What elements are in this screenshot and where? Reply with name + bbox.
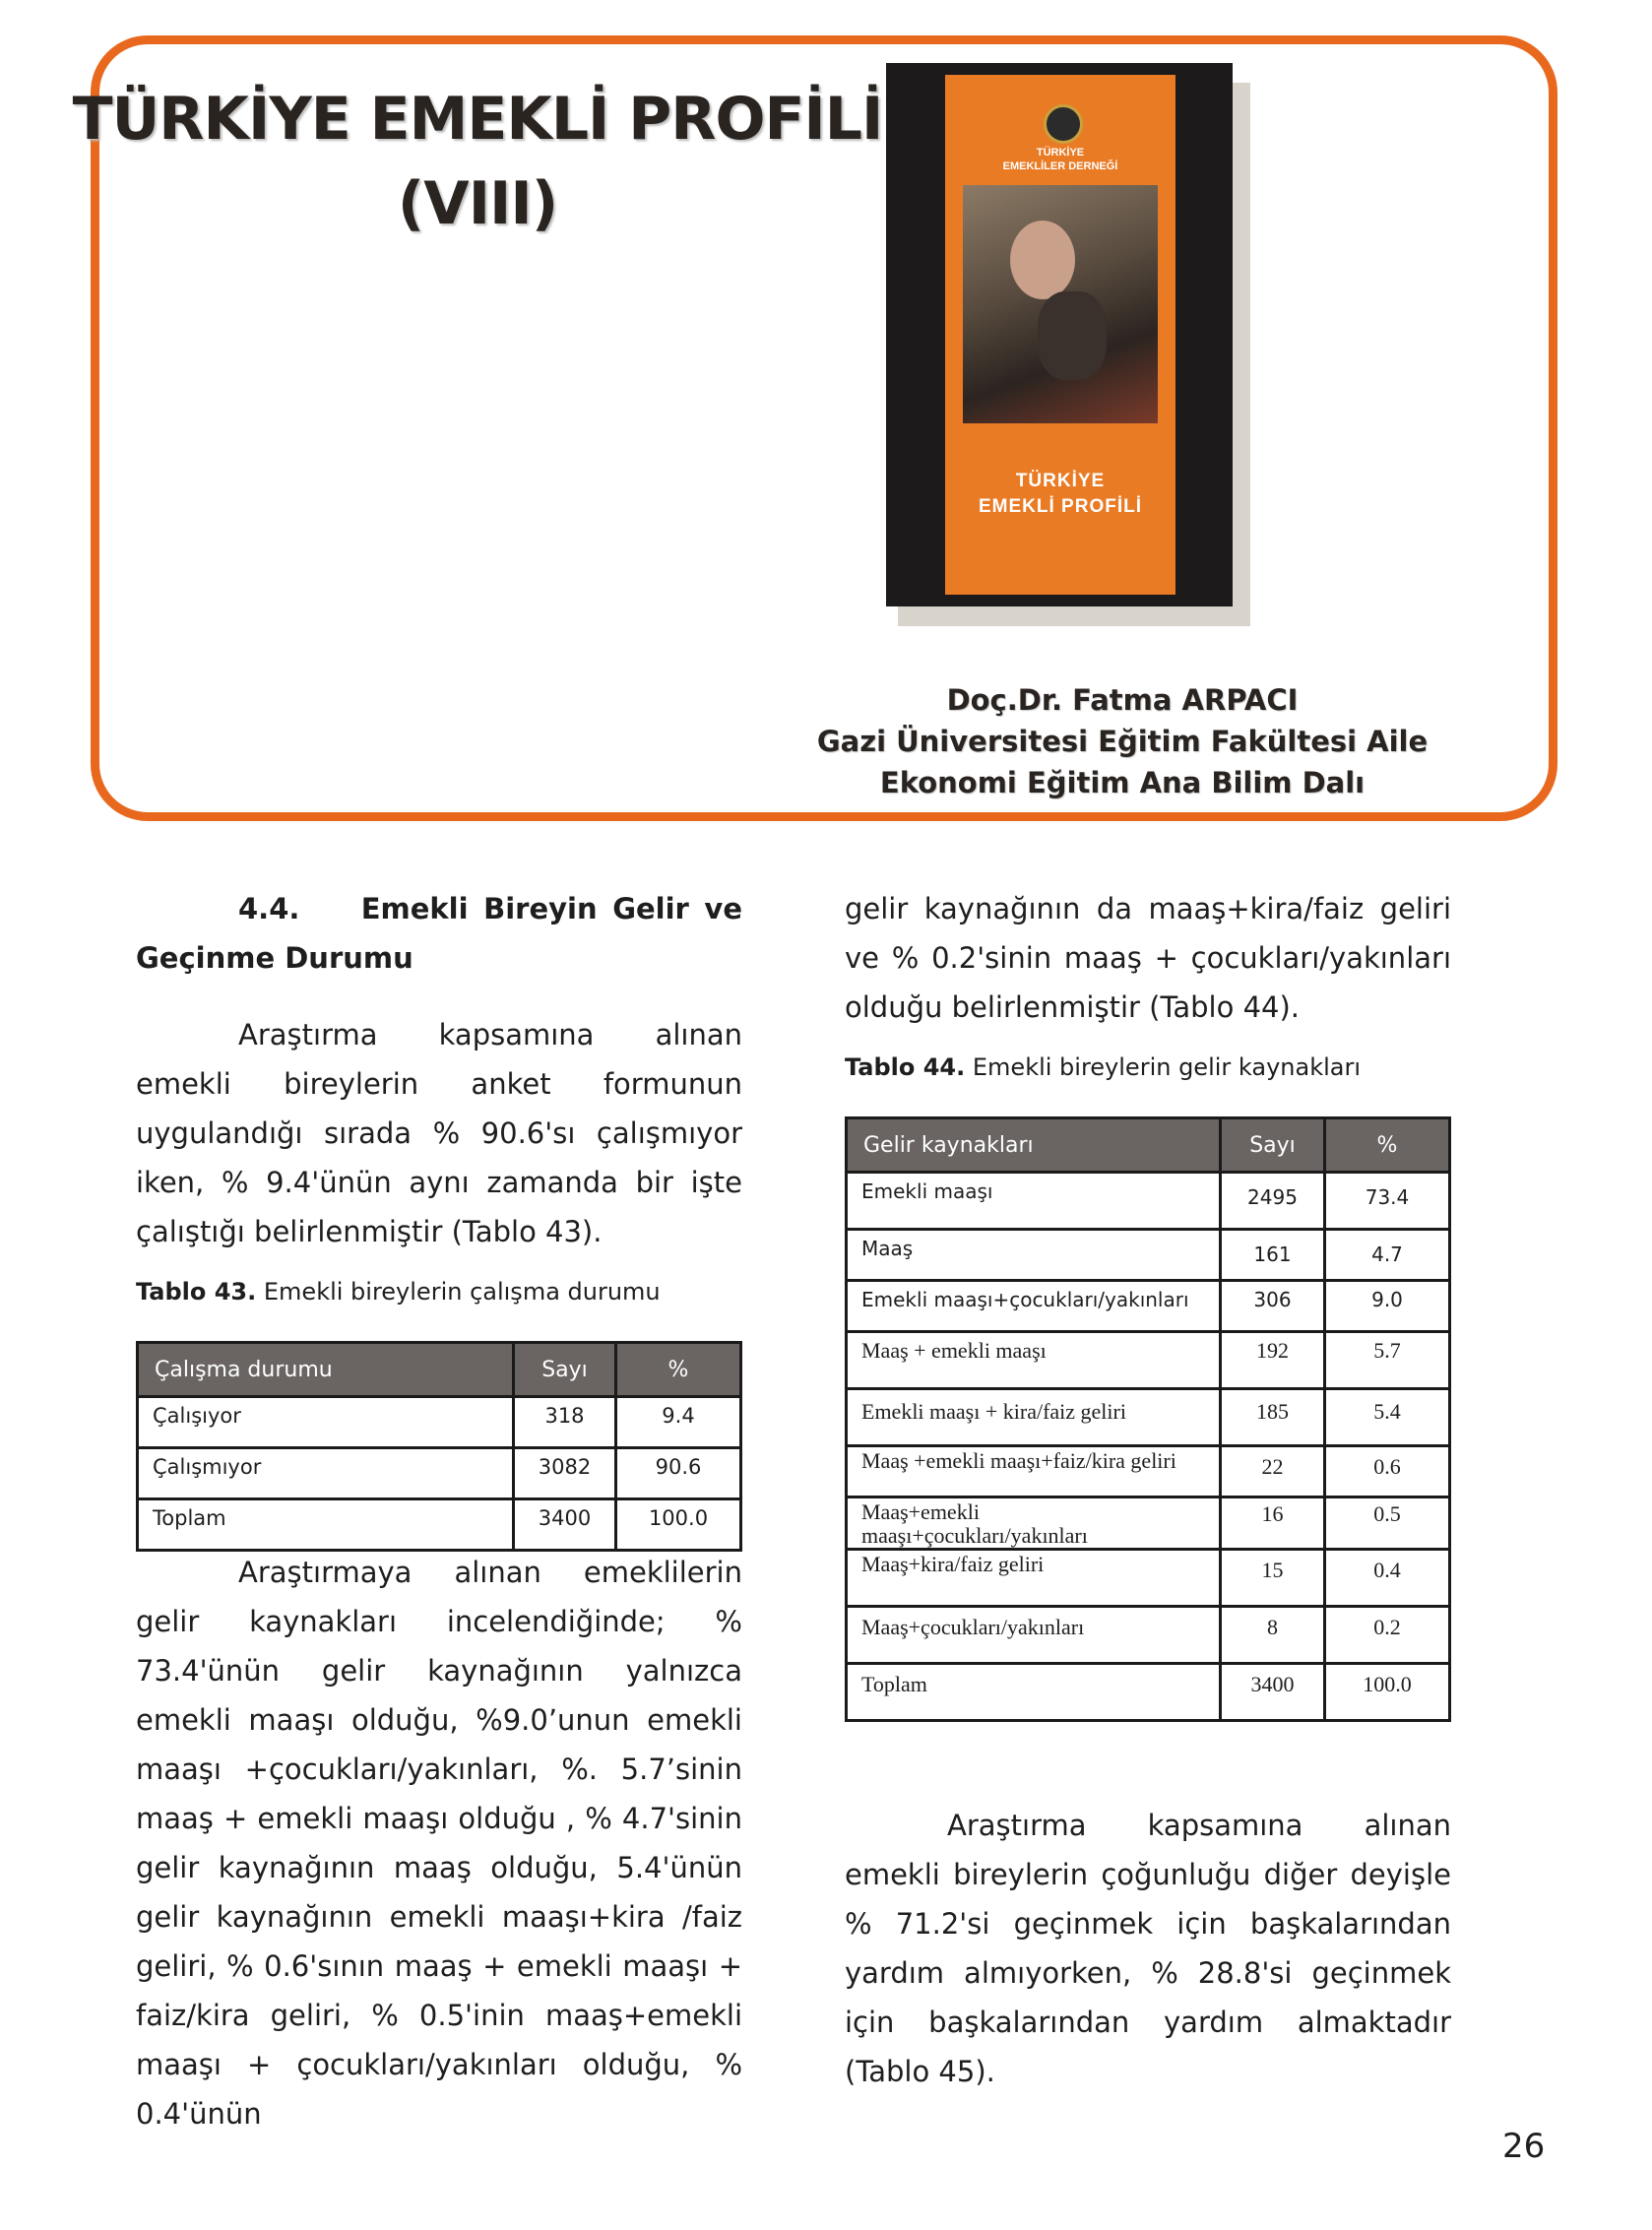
table-cell: Maaş+kira/faiz geliri	[847, 1550, 1221, 1607]
author-block	[788, 679, 1457, 803]
table-row	[847, 1230, 1450, 1281]
table-row	[847, 1607, 1450, 1664]
right-column	[845, 884, 1451, 2096]
table-cell: Toplam	[138, 1499, 514, 1551]
table-cell: 4.7	[1325, 1230, 1450, 1281]
table-cell: Emekli maaşı+çocukları/yakınları	[847, 1281, 1221, 1332]
section-heading	[136, 884, 742, 983]
table-cell: 0.2	[1325, 1607, 1450, 1664]
table-cell: 306	[1221, 1281, 1325, 1332]
page-title	[59, 77, 896, 246]
table-43	[136, 1341, 742, 1552]
table-cell: Maaş+çocukları/yakınları	[847, 1607, 1221, 1664]
book-photo	[963, 185, 1158, 423]
table-cell: 9.4	[616, 1397, 741, 1448]
title-line-1: TÜRKİYE EMEKLİ PROFİLİ	[72, 85, 883, 154]
table-header-cell: %	[616, 1343, 741, 1397]
table-cell: 90.6	[616, 1448, 741, 1499]
table-row	[847, 1664, 1450, 1721]
table-44	[845, 1116, 1451, 1722]
table-row	[847, 1281, 1450, 1332]
book-cover-image	[886, 63, 1260, 626]
table-cell: 15	[1221, 1550, 1325, 1607]
table-header-row	[138, 1343, 741, 1397]
table-cell: Maaş + emekli maaşı	[847, 1332, 1221, 1389]
table-row	[138, 1448, 741, 1499]
book-title-line-1: TÜRKİYE	[1015, 471, 1106, 491]
section-title: Emekli Bireyin Gelir ve Geçinme Durumu	[136, 892, 742, 975]
table-cell: 3082	[514, 1448, 616, 1499]
photo-face	[1010, 221, 1075, 299]
table-row	[847, 1446, 1450, 1497]
table-43-caption-text: Emekli bireylerin çalışma durumu	[256, 1278, 661, 1306]
table-cell: 185	[1221, 1389, 1325, 1446]
table-cell: 0.4	[1325, 1550, 1450, 1607]
table-cell: 161	[1221, 1230, 1325, 1281]
table-header-cell: Çalışma durumu	[138, 1343, 514, 1397]
left-column	[136, 884, 742, 2138]
table-cell: Çalışıyor	[138, 1397, 514, 1448]
paragraph-2: Araştırmaya alınan emeklilerin gelir kaynakları incelendiğinde; % 73.4'ünün gelir kaynağının yalnızca emekli maaşı olduğu, %9.0’unun emekli maaşı +çocukları/yakınları, %. 5.7’sinin maaş + emekli maaşı olduğu , % 4.7'sinin gelir kaynağının maaş olduğu, 5.4'ünün gelir kaynağının emekli maaşı+kira /faiz geliri, % 0.6'sının maaş + emekli maaşı + faiz/kira geliri, % 0.5'inin maaş+emekli maaşı + çocukları/yakınları olduğu, % 0.4'ünün	[136, 1556, 742, 2131]
table-row	[138, 1499, 741, 1551]
page-number: 26	[1502, 2127, 1546, 2166]
table-cell: Emekli maaşı + kira/faiz geliri	[847, 1389, 1221, 1446]
table-header-row	[847, 1118, 1450, 1173]
book-publisher-line-2: EMEKLİLER DERNEĞİ	[1002, 160, 1118, 172]
table-row	[847, 1332, 1450, 1389]
table-cell: 22	[1221, 1446, 1325, 1497]
table-row	[138, 1397, 741, 1448]
table-43-caption	[136, 1278, 742, 1306]
book-cover-title	[945, 469, 1175, 520]
photo-child	[1038, 291, 1107, 380]
table-cell: 3400	[1221, 1664, 1325, 1721]
table-row	[847, 1497, 1450, 1550]
table-header-cell: Gelir kaynakları	[847, 1118, 1221, 1173]
book-title-line-2: EMEKLİ PROFİLİ	[979, 496, 1142, 517]
table-cell: Maaş	[847, 1230, 1221, 1281]
table-44-caption-text: Emekli bireylerin gelir kaynakları	[965, 1053, 1362, 1081]
table-cell: 0.6	[1325, 1446, 1450, 1497]
table-header-cell: %	[1325, 1118, 1450, 1173]
table-43-caption-label: Tablo 43.	[136, 1278, 257, 1306]
book-publisher	[945, 146, 1175, 173]
table-cell: Maaş+emekli maaşı+çocukları/yakınları	[847, 1497, 1221, 1550]
table-cell: 100.0	[616, 1499, 741, 1551]
table-cell: 0.5	[1325, 1497, 1450, 1550]
table-44-caption-label: Tablo 44.	[845, 1053, 966, 1081]
table-cell: Toplam	[847, 1664, 1221, 1721]
table-cell: 73.4	[1325, 1173, 1450, 1230]
table-row	[847, 1173, 1450, 1230]
table-cell: 2495	[1221, 1173, 1325, 1230]
section-number: 4.4.	[238, 892, 300, 925]
paragraph-1: Araştırma kapsamına alınan emekli bireylerin anket formunun uygulandığı sırada % 90.6'sı çalışmıyor iken, % 9.4'ünün aynı zamanda bir işte çalıştığı belirlenmiştir (Tablo 43).	[136, 1018, 742, 1248]
table-cell: 5.4	[1325, 1389, 1450, 1446]
table-cell: 8	[1221, 1607, 1325, 1664]
book-publisher-line-1: TÜRKİYE	[1036, 147, 1085, 159]
paragraph-4: Araştırma kapsamına alınan emekli bireylerin çoğunluğu diğer deyişle % 71.2'si geçinmek için başkalarından yardım almıyorken, % 28.8'si geçinmek için başkalarından yardım almaktadır (Tablo 45).	[845, 1809, 1451, 2088]
table-cell: 192	[1221, 1332, 1325, 1389]
table-header-cell: Sayı	[514, 1343, 616, 1397]
book-front-panel	[945, 75, 1175, 595]
author-name: Doç.Dr. Fatma ARPACI	[946, 683, 1299, 717]
table-cell: Maaş +emekli maaşı+faiz/kira geliri	[847, 1446, 1221, 1497]
table-cell: 318	[514, 1397, 616, 1448]
author-affiliation-2: Ekonomi Eğitim Ana Bilim Dalı	[879, 766, 1366, 799]
author-affiliation-1: Gazi Üniversitesi Eğitim Fakültesi Aile	[816, 725, 1429, 758]
paragraph-3: gelir kaynağının da maaş+kira/faiz geliri ve % 0.2'sinin maaş + çocukları/yakınları olduğu belirlenmiştir (Tablo 44).	[845, 892, 1451, 1024]
table-row	[847, 1550, 1450, 1607]
table-cell: 3400	[514, 1499, 616, 1551]
table-cell: 5.7	[1325, 1332, 1450, 1389]
table-cell: 100.0	[1325, 1664, 1450, 1721]
emblem-icon	[1044, 104, 1083, 144]
table-header-cell: Sayı	[1221, 1118, 1325, 1173]
table-cell: Çalışmıyor	[138, 1448, 514, 1499]
book-cover	[886, 63, 1233, 606]
table-cell: 16	[1221, 1497, 1325, 1550]
title-line-2: (VIII)	[397, 169, 558, 238]
table-44-caption	[845, 1053, 1451, 1081]
table-cell: Emekli maaşı	[847, 1173, 1221, 1230]
table-cell: 9.0	[1325, 1281, 1450, 1332]
table-row	[847, 1389, 1450, 1446]
